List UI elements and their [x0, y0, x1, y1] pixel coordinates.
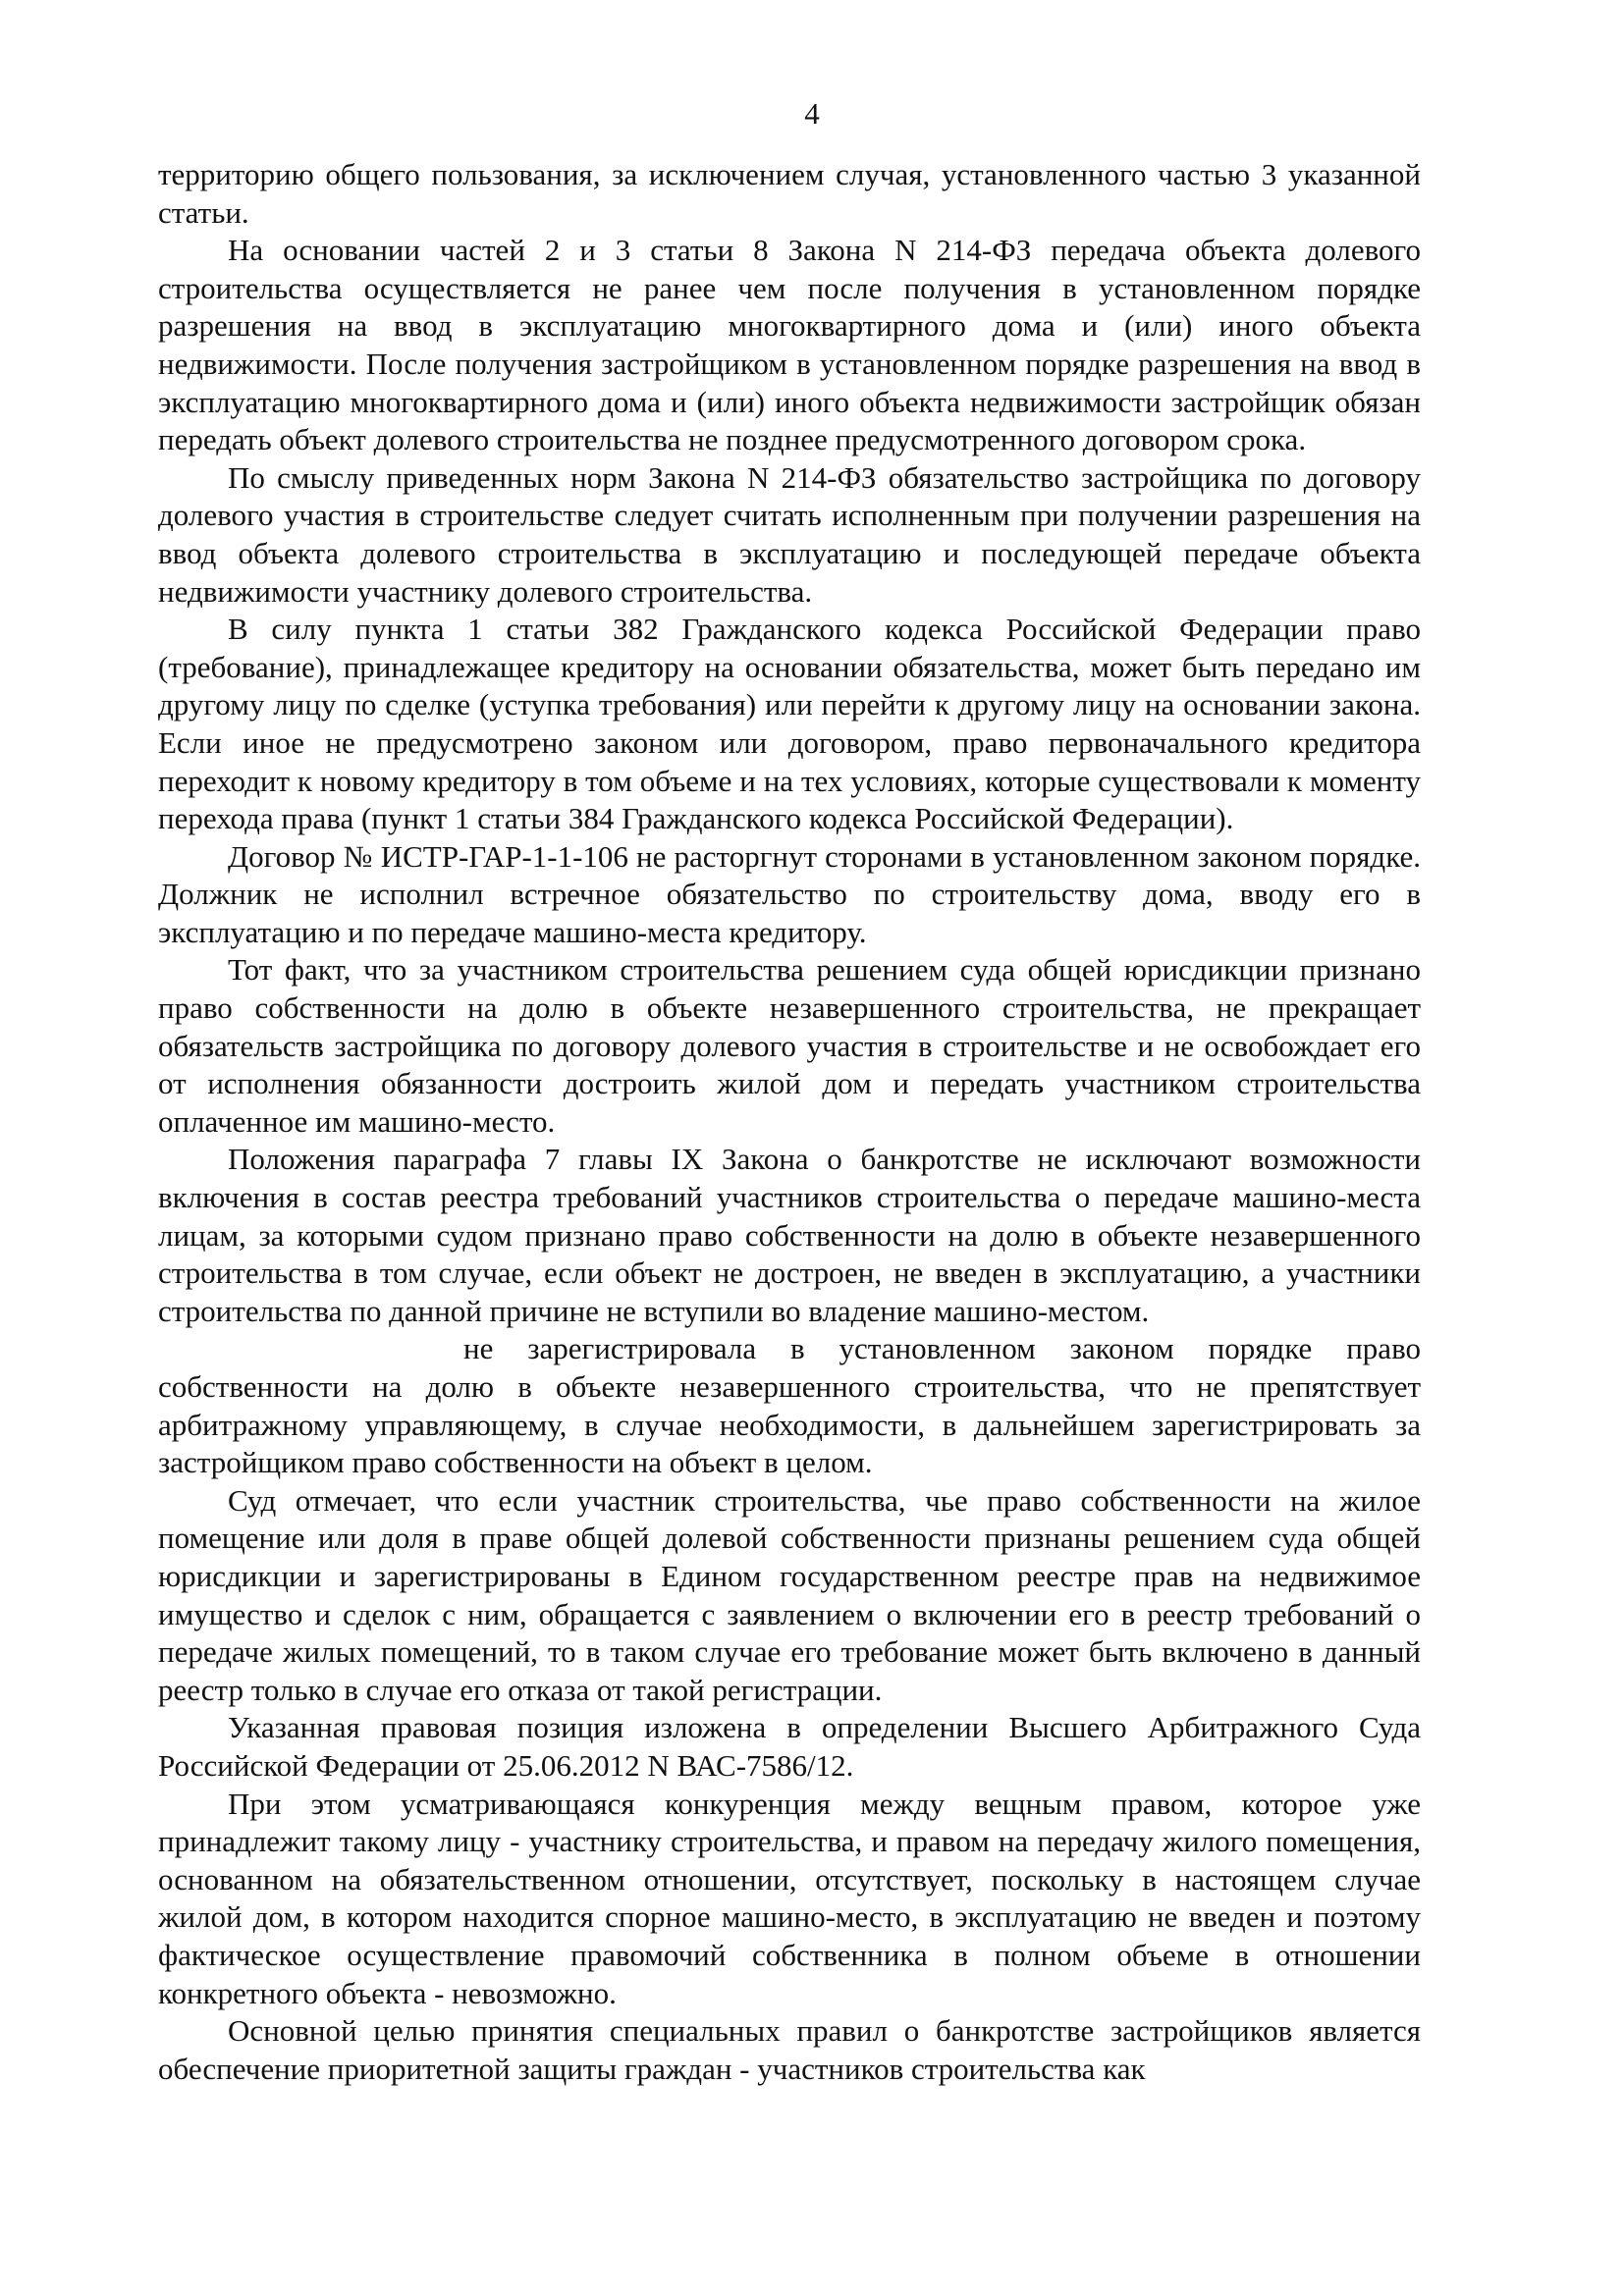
paragraph: На основании частей 2 и 3 статьи 8 Закона N 214-ФЗ передача объекта долевого строительства осуществляется не ранее чем после получения в установленном порядке разрешения на ввод в эксплуатацию многоквартирного дома и (или) иного объекта недвижимости. После получения застройщиком в установленном порядке разрешения на ввод в эксплуатацию многоквартирного дома и (или) иного объекта недвижимости застройщик обязан передать объект долевого строительства не позднее предусмотренного договором срока.: [158, 233, 1421, 457]
paragraph: По смыслу приведенных норм Закона N 214-ФЗ обязательство застройщика по договору долевого участия в строительстве следует считать исполненным при получении разрешения на ввод объекта долевого строительства в эксплуатацию и последующей передаче объекта недвижимости участнику долевого строительства.: [158, 459, 1421, 609]
paragraph-redacted-start: не зарегистрировала в установленном законом порядке право собственности на долю в объекте незавершенного строительства, что не препятствует арбитражному управляющему, в случае необходимости, в дальнейшем зарегистрировать за застройщиком право собственности на объект в целом.: [158, 1331, 1421, 1480]
paragraph: Договор № ИСТР-ГАР-1-1-106 не расторгнут сторонами в установленном законом порядке. Должник не исполнил встречное обязательство по строительству дома, вводу его в эксплуатацию и по передаче машино-места кредитору.: [158, 838, 1421, 949]
paragraph: В силу пункта 1 статьи 382 Гражданского кодекса Российской Федерации право (требование), принадлежащее кредитору на основании обязательства, может быть передано им другому лицу по сделке (уступка требования) или перейти к другому лицу на основании закона. Если иное не предусмотрено законом или договором, право первоначального кредитора переходит к новому кредитору в том объеме и на тех условиях, которые существовали к моменту перехода права (пункт 1 статьи 384 Гражданского кодекса Российской Федерации).: [158, 612, 1421, 836]
document-body: [158, 156, 1421, 2088]
paragraph: При этом усматривающаяся конкуренция между вещным правом, которое уже принадлежит такому лицу - участнику строительства, и правом на передачу жилого помещения, основанном на обязательственном отношении, отсутствует, поскольку в настоящем случае жилой дом, в котором находится спорное машино-место, в эксплуатацию не введен и поэтому фактическое осуществление правомочий собственника в полном объеме в отношении конкретного объекта - невозможно.: [158, 1786, 1421, 2010]
page-number: 4: [804, 96, 820, 131]
paragraph: Основной целью принятия специальных правил о банкротстве застройщиков является обеспечение приоритетной защиты граждан - участников строительства как: [158, 2013, 1421, 2086]
paragraph: Тот факт, что за участником строительства решением суда общей юрисдикции признано право собственности на долю в объекте незавершенного строительства, не прекращает обязательств застройщика по договору долевого участия в строительстве и не освобождает его от исполнения обязанности достроить жилой дом и передать участником строительства оплаченное им машино-место.: [158, 952, 1421, 1139]
paragraph: Суд отмечает, что если участник строительства, чье право собственности на жилое помещение или доля в праве общей долевой собственности признаны решением суда общей юрисдикции и зарегистрированы в Едином государственном реестре прав на недвижимое имущество и сделок с ним, обращается с заявлением о включении его в реестр требований о передаче жилых помещений, то в таком случае его требование может быть включено в данный реестр только в случае его отказа от такой регистрации.: [158, 1482, 1421, 1707]
paragraph: Положения параграфа 7 главы IX Закона о банкротстве не исключают возможности включения в состав реестра требований участников строительства о передаче машино-места лицам, за которыми судом признано право собственности на долю в объекте незавершенного строительства в том случае, если объект не достроен, не введен в эксплуатацию, а участники строительства по данной причине не вступили во владение машино-местом.: [158, 1142, 1421, 1328]
paragraph: Указанная правовая позиция изложена в определении Высшего Арбитражного Суда Российской Федерации от 25.06.2012 N ВАС-7586/12.: [158, 1710, 1421, 1783]
paragraph: территорию общего пользования, за исключением случая, установленного частью 3 указанной статьи.: [158, 157, 1421, 230]
